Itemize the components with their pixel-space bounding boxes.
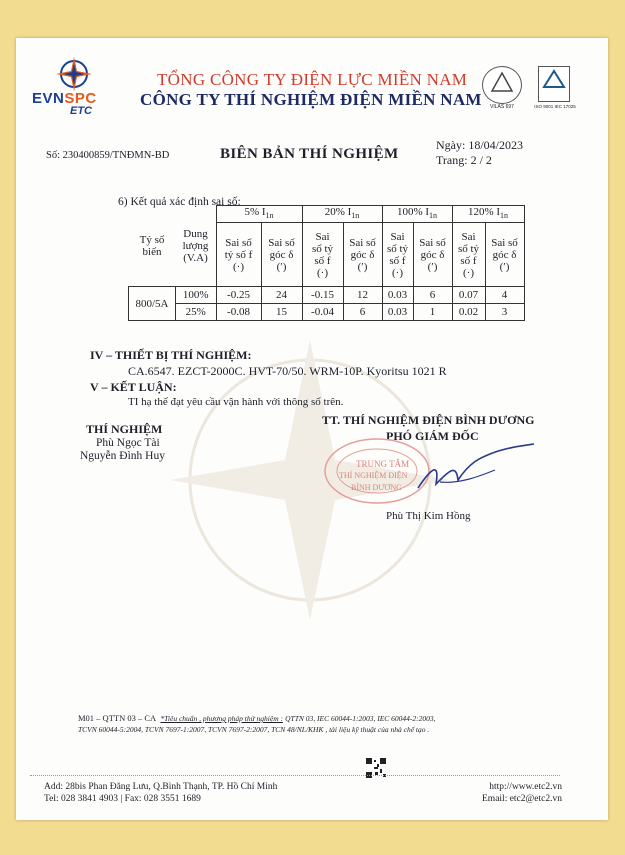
stamp-line-2: THÍ NGHIỆM ĐIỆN <box>339 471 408 480</box>
stamp-line-1: TRUNG TÂM <box>356 459 410 469</box>
value-cell: 0.07 <box>452 287 485 304</box>
section-4-text: CA.6547. EZCT-2000C. HVT-70/50. WRM-10P. Kyoritsu 1021 R <box>128 364 447 378</box>
document-title: BIÊN BẢN THÍ NGHIỆM <box>220 146 399 162</box>
evn-star-icon <box>52 56 96 92</box>
iso-triangle-icon <box>539 67 569 93</box>
results-table <box>128 205 525 321</box>
sub-angle-20: Sai số góc δ (′) <box>343 223 382 287</box>
value-cell: 15 <box>261 304 302 321</box>
standards-note <box>78 713 548 735</box>
date-text: Ngày: 18/04/2023 <box>436 138 523 152</box>
value-cell: 0.03 <box>382 304 413 321</box>
brand-etc: ETC <box>70 105 92 117</box>
vilas-label: VILAS 697 <box>490 104 514 110</box>
sub-ratio-5: Sai số tỷ số f (·) <box>216 223 261 287</box>
table-row <box>129 287 525 304</box>
section-6-title: 6) Kết quả xác định sai số: <box>118 196 241 208</box>
value-cell: 6 <box>413 287 452 304</box>
standards-label: *Tiêu chuẩn , phương pháp thử nghiệm : <box>160 714 283 723</box>
sub-angle-100: Sai số góc δ (′) <box>413 223 452 287</box>
header-group-100: 100% $I_{1n}$ <box>382 206 452 223</box>
deputy-name: Phù Thị Kim Hồng <box>386 510 471 522</box>
header-group-120: 120% $I_{1n}$ <box>452 206 524 223</box>
value-cell: 0.02 <box>452 304 485 321</box>
deputy-title: PHÓ GIÁM ĐỐC <box>386 429 479 443</box>
iso-badge <box>538 66 570 102</box>
sub-ratio-120: Sai số tỷ số f (·) <box>452 223 485 287</box>
sub-ratio-100: Sai số tỷ số f (·) <box>382 223 413 287</box>
value-cell: -0.15 <box>302 287 343 304</box>
footer-right <box>482 781 562 805</box>
section-5-title: V – KẾT LUẬN: <box>90 380 177 394</box>
document-number: Số: 230400859/TNĐMN-BD <box>46 150 170 161</box>
section-5-text: TI hạ thế đạt yêu cầu vận hành với thông số trên. <box>128 396 344 408</box>
document-date <box>436 138 523 168</box>
value-cell: -0.25 <box>216 287 261 304</box>
sub-angle-120: Sai số góc δ (′) <box>485 223 524 287</box>
standards-line-2: TCVN 60044-5:2004, TCVN 7697-1:2007, TCVN 7697-2:2007, TCN 48/NL/KHK , tài liệu kỹ thuật của nhà chế tạo . <box>78 725 430 734</box>
standards-line-1: QTTN 03, IEC 60044-1:2003, IEC 60044-2:2003, <box>285 714 436 723</box>
form-code: M01 – QTTN 03 – CA <box>78 713 157 723</box>
value-cell: 0.03 <box>382 287 413 304</box>
vilas-icon <box>483 67 521 97</box>
value-cell: 24 <box>261 287 302 304</box>
header-burden: Dung lượng (V.A) <box>176 206 217 287</box>
sub-ratio-20: Sai số tỷ số f (·) <box>302 223 343 287</box>
page-text: Trang: 2 / 2 <box>436 153 492 167</box>
header-group-20: 20% $I_{1n}$ <box>302 206 382 223</box>
footer-left <box>44 781 277 805</box>
tester-title: THÍ NGHIỆM <box>86 422 163 436</box>
sub-angle-5: Sai số góc δ (′) <box>261 223 302 287</box>
tester-name-2: Nguyễn Đình Huy <box>80 450 165 462</box>
footer-divider <box>30 775 560 776</box>
brand-name: EVNSPC <box>32 90 97 107</box>
company-name: CÔNG TY THÍ NGHIỆM ĐIỆN MIỀN NAM <box>140 90 482 109</box>
value-cell: 4 <box>485 287 524 304</box>
section-4-title: IV – THIẾT BỊ THÍ NGHIỆM: <box>90 348 252 362</box>
stamp-line-3: BÌNH DƯƠNG <box>351 483 402 492</box>
value-cell: -0.04 <box>302 304 343 321</box>
footer-email: Email: etc2@etc2.vn <box>482 794 562 804</box>
value-cell: 12 <box>343 287 382 304</box>
value-cell: 1 <box>413 304 452 321</box>
value-cell: 3 <box>485 304 524 321</box>
footer-address: Add: 28bis Phan Đăng Lưu, Q.Bình Thạnh, TP. Hồ Chí Minh <box>44 782 278 792</box>
corporation-name: TỔNG CÔNG TY ĐIỆN LỰC MIỀN NAM <box>157 70 468 89</box>
value-cell: 6 <box>343 304 382 321</box>
header-ratio: Tỷ số biến <box>139 233 165 258</box>
footer-web: http://www.etc2.vn <box>489 782 562 792</box>
value-cell: -0.08 <box>216 304 261 321</box>
vilas-badge <box>482 66 522 104</box>
signature <box>410 440 540 500</box>
center-name: TT. THÍ NGHIỆM ĐIỆN BÌNH DƯƠNG <box>322 413 535 427</box>
footer-phone: Tel: 028 3841 4903 | Fax: 028 3551 1689 <box>44 794 201 804</box>
table-row <box>129 304 525 321</box>
header-group-5: 5% $I_{1n}$ <box>216 206 302 223</box>
burden-cell: 25% <box>176 304 217 321</box>
ratio-value: 800/5A <box>129 287 176 321</box>
iso-label: ISO 9001 IEC 17025 <box>534 104 576 109</box>
tester-name-1: Phù Ngọc Tài <box>96 437 160 449</box>
burden-cell: 100% <box>176 287 217 304</box>
